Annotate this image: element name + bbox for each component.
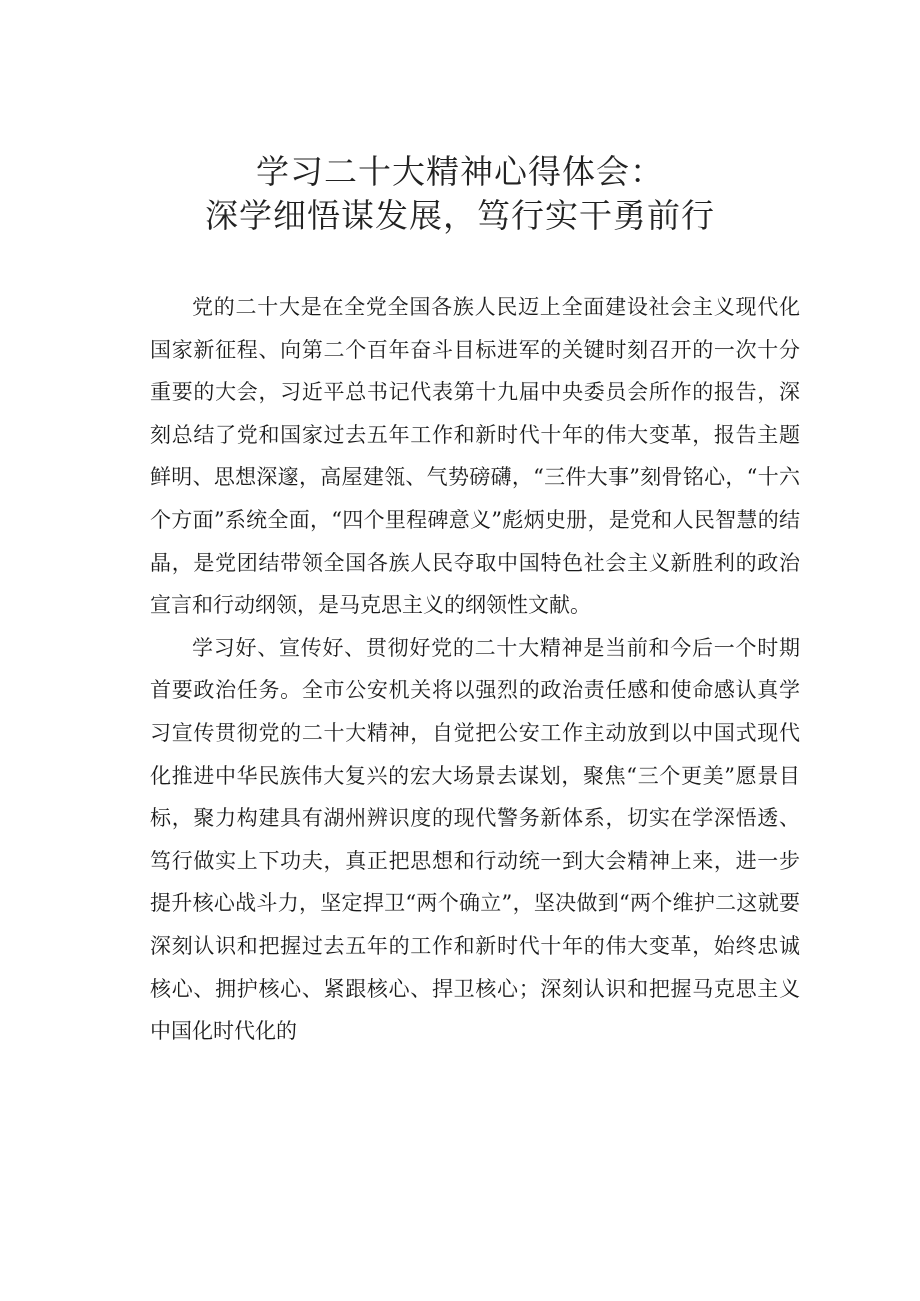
document-body: [150, 286, 800, 1053]
paragraph: 党的二十大是在全党全国各族人民迈上全面建设社会主义现代化国家新征程、向第二个百年奋斗目标进军的关键时刻召开的一次十分重要的大会，习近平总书记代表第十九届中央委员会所作的报告，深刻总结了党和国家过去五年工作和新时代十年的伟大变革，报告主题鲜明、思想深邃，高屋建瓴、气势磅礴，“三件大事”刻骨铭心，“十六个方面”系统全面，“四个里程碑意义”彪炳史册，是党和人民智慧的结晶，是党团结带领全国各族人民夺取中国特色社会主义新胜利的政治宣言和行动纲领，是马克思主义的纲领性文献。: [150, 295, 800, 618]
paragraph: 学习好、宣传好、贯彻好党的二十大精神是当前和今后一个时期首要政治任务。全市公安机关将以强烈的政治责任感和使命感认真学习宣传贯彻党的二十大精神，自觉把公安工作主动放到以中国式现代化推进中华民族伟大复兴的宏大场景去谋划，聚焦“三个更美”愿景目标，聚力构建具有湖州辨识度的现代警务新体系，切实在学深悟透、笃行做实上下功夫，真正把思想和行动统一到大会精神上来，进一步提升核心战斗力，坚定捍卫“两个确立”，坚决做到“两个维护二这就要深刻认识和把握过去五年的工作和新时代十年的伟大变革，始终忠诚核心、拥护核心、紧跟核心、捍卫核心；深刻认识和把握马克思主义中国化时代化的: [150, 635, 800, 1044]
title-line-1: 学习二十大精神心得体会：: [256, 152, 664, 191]
document-title: [0, 150, 920, 238]
title-line-2: 深学细悟谋发展，笃行实干勇前行: [205, 196, 715, 235]
